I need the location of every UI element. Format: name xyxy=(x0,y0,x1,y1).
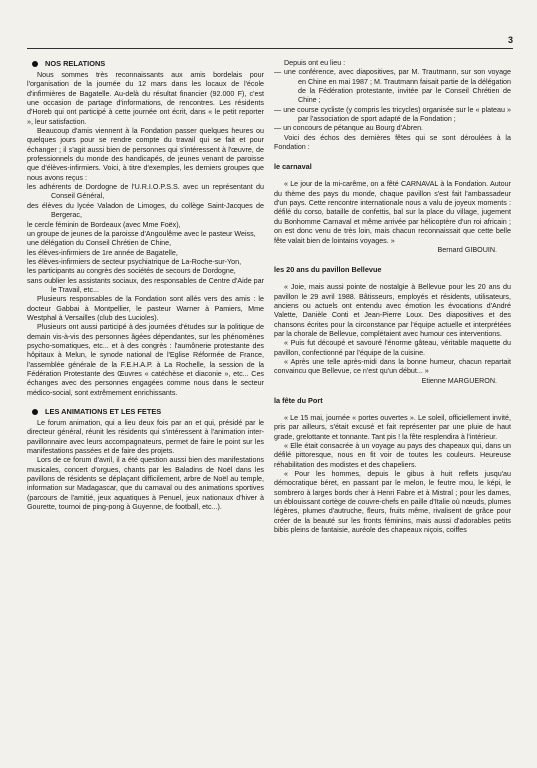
subheading-bellevue: les 20 ans du pavillon Bellevue xyxy=(274,265,382,275)
paragraph: Depuis ont eu lieu : xyxy=(284,59,346,67)
subheading-carnaval: le carnaval xyxy=(274,162,312,172)
paragraph: « Après une telle après-midi dans la bonne humeur, chacun repartait convaincu que Bellevue, ce n'est qu'un début... » xyxy=(274,357,511,376)
bullet-icon xyxy=(32,409,38,415)
section-heading-animations xyxy=(27,407,264,417)
heading-text: LES ANIMATIONS ET LES FETES xyxy=(45,407,162,417)
event-item: — une conférence, avec diapositives, par M. Trautmann, sur son voyage en Chine en mai 1987 ; M. Trautmann faisait partie de la délégation de la Fédération protestante, invitée par le Conseil Chrétien de Chine ; xyxy=(274,68,511,105)
paragraph: « Le jour de la mi-carême, on a fêté CARNAVAL à la Fondation. Autour du thème des pays du monde, chaque pavillon s'est fait l'ambassadeur d'un pays. Cette rencontre internationale nous a valu de joyeux moments : défilé du corso, bataille de confettis, bal sur la place du village, jugement du Bonhomme Carnaval et même arrivée par hélicoptère d'un roi africain ; on est donc venu de très loin, mais chacun reconnaissait que cette belle fête valait bien de lointains voyages. » xyxy=(274,180,511,245)
header-rule xyxy=(27,48,513,49)
paragraph: « Le 15 mai, journée « portes ouvertes ». Le soleil, officiellement invité, pris par ailleurs, s'était excusé et fait représenter par une pluie de haut grade, grelottante et tonnante. Tant pis ! la fête resplendira à l'intérieur. xyxy=(274,413,511,441)
list-item: une délégation du Conseil Chrétien de Chine, xyxy=(27,239,172,248)
list-item: les élèves-infirmiers de secteur psychiatrique de La-Roche-sur-Yon, xyxy=(27,257,242,266)
list-item: les participants au congrès des sociétés de secours de Dordogne, xyxy=(27,267,236,276)
paragraph: « Joie, mais aussi pointe de nostalgie à Bellevue pour les 20 ans du pavillon le 29 avril 1988. Bâtisseurs, employés et résidents, utilisateurs, anciens ou actuels ont entendu avec émotion les évocations d'André Valette, Danièle Conti et Jean-Pierre Loux. Des diapositives et des chansons écrites pour la circonstance par l'équipe actuelle et interprétées par la chorale de Bellevue, complétaient avec humour ces interventions. xyxy=(274,283,511,338)
paragraph: Voici des échos des dernières fêtes qui se sont déroulées à la Fondation : xyxy=(274,133,511,152)
list-item: les élèves-infirmiers de 1re année de Bagatelle, xyxy=(27,248,178,257)
section-heading-relations xyxy=(27,59,264,69)
list-item: les adhérents de Dordogne de l'U.R.I.O.P.S.S. avec un représentant du Conseil Général, xyxy=(27,183,264,201)
paragraph: « Pour les hommes, depuis le gibus à huit reflets jusqu'au démocratique béret, en passant par le melon, le feutre mou, le képi, le sombrero à larges bords cher à Henri Fabre et à Mistral ; pour les dames, un éblouissant cortège de couvre-chefs en paille d'Italie où nœuds, plumes légères, plumes d'autruche, fleurs, fruits même, rivalisent de grâce pour créer de la beauté sur les fronts féminins, mais aussi d'adorables petits bibis pleins de fantaisie, auréole des chapeaux niçois, coiffes xyxy=(274,470,511,535)
list-item: un groupe de jeunes de la paroisse d'Angoulême avec le pasteur Weiss, xyxy=(27,229,256,238)
paragraph: Plusieurs ont aussi participé à des journées d'études sur la politique de demain vis-à-vis des personnes âgées dépendantes, sur les phénomènes psycho-somatiques, etc... et à des congrès : l'aumônerie protestante des hôpitaux à Melun, le synode national de l'Eglise Réformée de France, l'assemblée générale de la F.E.H.A.P. à La Rochelle, la session de la Fédération Protestante des Œuvres « catéchèse et diaconie », etc... Ces échanges avec des personnes engagées comme nous dans le secteur médico-social, sont extrêmement enrichissants. xyxy=(27,323,264,397)
paragraph: Lors de ce forum d'avril, il a été question aussi bien des manifestations musicales, concert d'orgues, chants par les Baladins de Noël dans les pavillons de résidents se déplaçant difficilement, arbre de Noël au temple, information sur Madagascar, que du carnaval ou des animations sportives (parcours de l'amitié, jeux aquatiques à Penuel, jeux nationaux d'hiver à Gourette, tournoi de ping-pong à Guyenne, de football, etc...). xyxy=(27,456,264,512)
list-item: le cercle féminin de Bordeaux (avec Mme Foëx), xyxy=(27,220,181,229)
signature: Bernard GIBOUIN. xyxy=(437,245,497,254)
paragraph: « Puis fut découpé et savouré l'énorme gâteau, véritable maquette du pavillon, confectionné par l'équipe de la cuisine. xyxy=(274,339,511,357)
page-number: 3 xyxy=(507,35,513,45)
paragraph: Nous sommes très reconnaissants aux amis bordelais pour l'organisation de la journée du 12 mars dans les locaux de l'école d'infirmières de Bagatelle. Au-delà du résultat financier (92.000 F), c'est une occasion de partage d'informations, de rencontres. Les résidents d'Horeb qui ont participé à cette journée ont écrit, dans « le petit reporter », leur satisfaction. xyxy=(27,71,264,126)
heading-text: NOS RELATIONS xyxy=(45,59,106,68)
event-item: — une course cycliste (y compris les tricycles) organisée sur le « plateau » par l'association de sport adapté de la Fondation ; xyxy=(274,105,511,124)
subheading-port: la fête du Port xyxy=(274,395,323,405)
signature: Etienne MARGUERON. xyxy=(421,376,497,385)
list-item: des élèves du lycée Valadon de Limoges, du collège Saint-Jacques de Bergerac, xyxy=(27,201,264,220)
right-column xyxy=(274,59,511,535)
left-column xyxy=(27,59,264,512)
bullet-icon xyxy=(32,61,38,67)
paragraph: Le forum animation, qui a lieu deux fois par an et qui, présidé par le directeur général, réunit les résidents qui s'intéressent à l'animation inter-pavillonnaire avec leurs accompagnateurs, permet de faire le point sur les manifestations passées et de faire des projets. xyxy=(27,419,264,456)
paragraph: Beaucoup d'amis viennent à la Fondation passer quelques heures ou quelques jours pour se rendre compte du travail qui se fait et pour échanger ; il s'agit aussi bien de personnes qui s'intéressent à l'œuvre, de professionnels du monde des handicapés, de jeunes venant de paroisse que d'élèves-infirmiers. Voici, à titre d'exemples, les derniers groupes que nous avons reçus : xyxy=(27,127,264,182)
paragraph: Plusieurs responsables de la Fondation sont allés vers des amis : le docteur Gabbai à Montpellier, le pasteur Warner à Pamiers, Mme Westphal à Versailles (club des Lucioles). xyxy=(27,295,264,322)
paragraph: « Elle était consacrée à un voyage au pays des chapeaux qui, dans un défilé pittoresque, nous en fit voir de toutes les couleurs. Heureuse réhabilitation des modistes et des chapeliers. xyxy=(274,442,511,469)
event-item: — un concours de pétanque au Bourg d'Abren. xyxy=(274,124,424,133)
list-item: sans oublier les assistants sociaux, des responsables de Centre d'Aide par le Travail, etc... xyxy=(27,276,264,294)
